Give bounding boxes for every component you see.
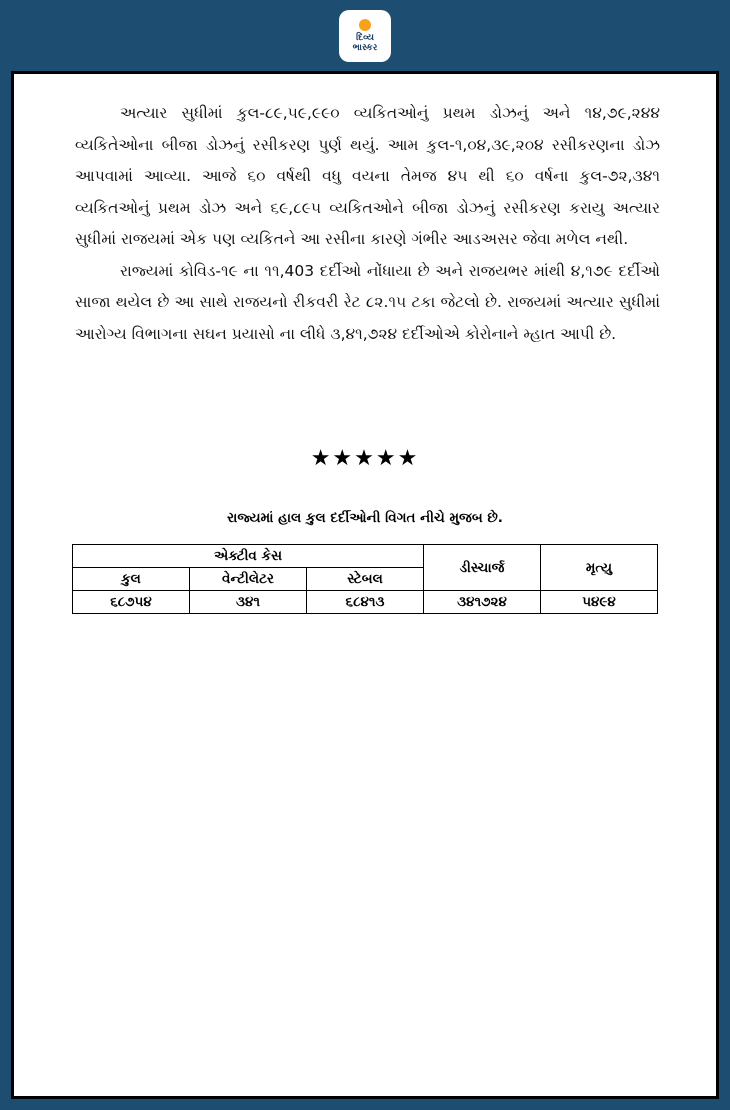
active-cases-header: એક્ટીવ કેસ [73, 545, 424, 568]
cell-discharge: ૩૪૧૭૨૪ [424, 591, 541, 614]
discharge-header: ડીસ્ચાર્જ [424, 545, 541, 591]
stable-header: સ્ટેબલ [307, 568, 424, 591]
brand-logo [339, 10, 391, 62]
total-header: કુલ [73, 568, 190, 591]
logo-line-1: દિવ્ય [356, 33, 374, 43]
table-row [73, 591, 658, 614]
sun-icon [359, 19, 371, 31]
document-page [14, 74, 716, 1096]
cell-death: ૫૪૯૪ [541, 591, 658, 614]
paragraph-vaccination: અત્યાર સુધીમાં કુલ-૮૯,૫૯,૯૯૦ વ્યકિતઓનું પ્રથમ ડોઝનું અને ૧૪,૭૯,૨૪૪ વ્યકિતેઓના બીજા ડોઝનું રસીકરણ પુર્ણ થયું. આમ કુલ-૧,૦૪,૩૯,૨૦૪ રસીકરણના ડોઝ આપવામાં આવ્યા. આજે ૬૦ વર્ષથી વધુ વયના તેમજ ૪૫ થી ૬૦ વર્ષના કુલ-૭૨,૩૪૧ વ્યકિતઓનું પ્રથમ ડોઝ અને ૬૯,૮૯૫ વ્યકિતઓને બીજા ડોઝનું રસીકરણ કરાયુ અત્યાર સુધીમાં રાજયમાં એક પણ વ્યકિતને આ રસીના કારણે ગંભીર આડઅસર જેવા મળેલ નથી. [75, 104, 660, 248]
logo-line-2: ભાસ્કર [352, 43, 378, 53]
separator-stars: ★★★★★ [310, 446, 420, 471]
cell-stable: ૬૮૪૧૩ [307, 591, 424, 614]
body-text [75, 98, 660, 350]
cell-ventilator: ૩૪૧ [190, 591, 307, 614]
death-header: મૃત્યુ [541, 545, 658, 591]
paragraph-covid-status: રાજ્યમાં કોવિડ-૧૯ ના ૧૧,403 દર્દીઓ નોંધાયા છે અને રાજયભર માંથી ૪,૧૭૯ દર્દીઓ સાજા થયેલ છે આ સાથે રાજયનો રીકવરી રેટ ૮૨.૧૫ ટકા જેટલો છે. રાજયમાં અત્યાર સુધીમાં આરોગ્ય વિભાગના સઘન પ્રયાસો ના લીધે ૩,૪૧,૭૨૪ દર્દીઓએ કોરોનાને મ્હાત આપી છે. [75, 261, 660, 343]
ventilator-header: વેન્ટીલેટર [190, 568, 307, 591]
document-frame [11, 71, 719, 1099]
table-title: રાજ્યમાં હાલ કુલ દર્દીઓની વિગત નીચે મુજબ છે. [227, 510, 503, 526]
cell-total: ૬૮૭૫૪ [73, 591, 190, 614]
patient-status-table [72, 544, 658, 614]
